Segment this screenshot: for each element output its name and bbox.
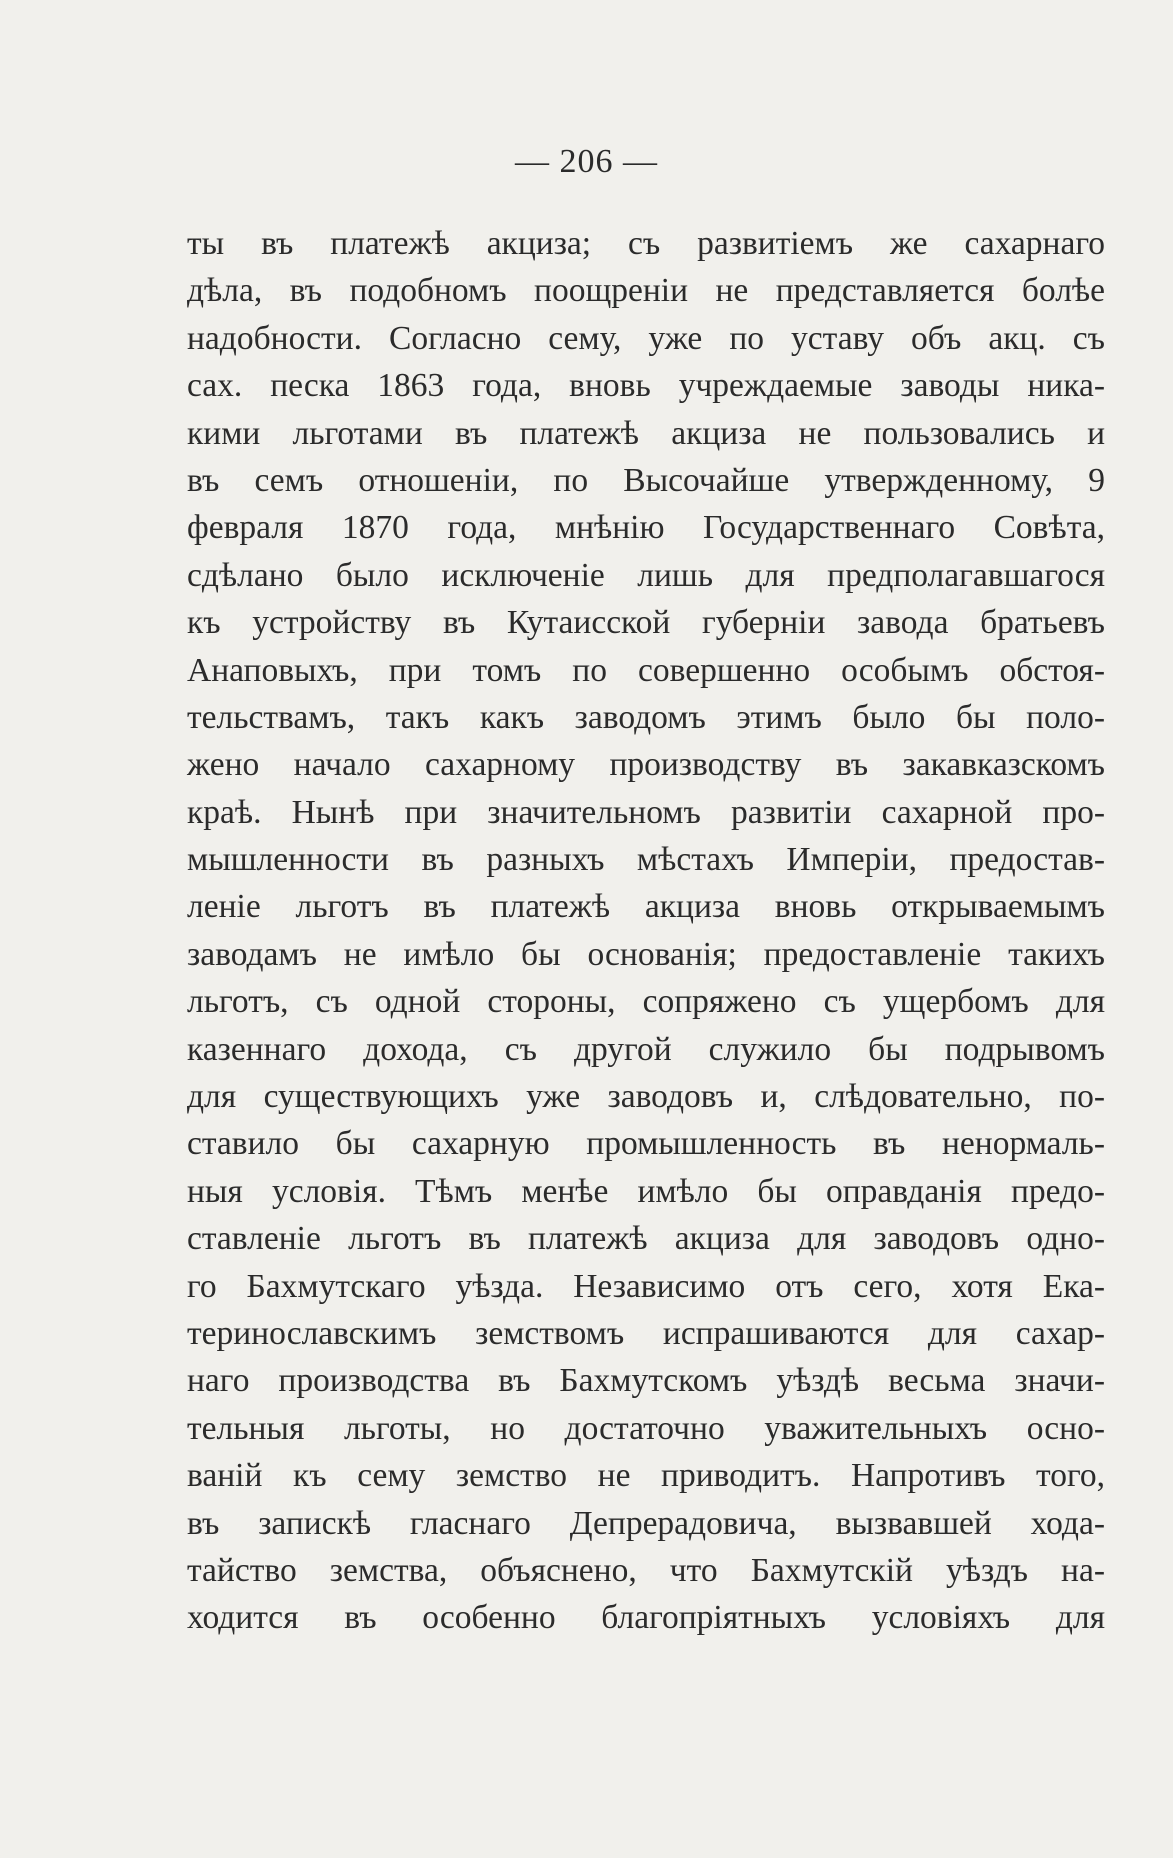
- text-line: казеннаго дохода, съ другой служило бы подрывомъ: [187, 1030, 1105, 1068]
- text-line: краѣ. Нынѣ при значительномъ развитіи сахарной про-: [187, 793, 1105, 831]
- text-line: ходится въ особенно благопріятныхъ условіяхъ для: [187, 1599, 1105, 1637]
- text-line: кими льготами въ платежѣ акциза не пользовались и: [187, 414, 1105, 452]
- page-header: [0, 140, 1173, 184]
- text-line: жено начало сахарному производству въ закавказскомъ: [187, 746, 1105, 784]
- text-line: го Бахмутскаго уѣзда. Независимо отъ сего, хотя Ека-: [187, 1267, 1105, 1305]
- text-line: дѣла, въ подобномъ поощреніи не представляется болѣе: [187, 272, 1105, 310]
- text-line: тайство земства, объяснено, что Бахмутскій уѣздъ на-: [187, 1551, 1105, 1589]
- text-line: для существующихъ уже заводовъ и, слѣдовательно, по-: [187, 1078, 1105, 1116]
- page-number: — 206 —: [515, 143, 658, 180]
- body-text: [187, 220, 1105, 1642]
- text-line: теринославскимъ земствомъ испрашиваются для сахар-: [187, 1314, 1105, 1352]
- text-line: заводамъ не имѣло бы основанія; предоставленіе такихъ: [187, 935, 1105, 973]
- text-line: тельныя льготы, но достаточно уважительныхъ осно-: [187, 1409, 1105, 1447]
- text-line: въ запискѣ гласнаго Депрерадовича, вызвавшей хода-: [187, 1504, 1105, 1542]
- text-line: мышленности въ разныхъ мѣстахъ Имперіи, предостав-: [187, 841, 1105, 879]
- text-line: ваній къ сему земство не приводитъ. Напротивъ того,: [187, 1457, 1105, 1495]
- text-line: сах. песка 1863 года, вновь учреждаемые заводы ника-: [187, 367, 1105, 405]
- text-line: тельствамъ, такъ какъ заводомъ этимъ было бы поло-: [187, 698, 1105, 736]
- text-line: надобности. Согласно сему, уже по уставу объ акц. съ: [187, 319, 1105, 357]
- text-line: февраля 1870 года, мнѣнію Государственнаго Совѣта,: [187, 509, 1105, 547]
- text-line: льготъ, съ одной стороны, сопряжено съ ущербомъ для: [187, 983, 1105, 1021]
- text-line: ты въ платежѣ акциза; съ развитіемъ же сахарнаго: [187, 225, 1105, 262]
- text-line: ныя условія. Тѣмъ менѣе имѣло бы оправданія предо-: [187, 1172, 1105, 1210]
- text-line: въ семъ отношеніи, по Высочайше утвержденному, 9: [187, 461, 1105, 499]
- text-line: наго производства въ Бахмутскомъ уѣздѣ весьма значи-: [187, 1362, 1105, 1400]
- text-line: Анаповыхъ, при томъ по совершенно особымъ обстоя-: [187, 651, 1105, 689]
- text-line: ставило бы сахарную промышленность въ ненормаль-: [187, 1125, 1105, 1163]
- text-line: сдѣлано было исключеніе лишь для предполагавшагося: [187, 556, 1105, 594]
- text-line: леніе льготъ въ платежѣ акциза вновь открываемымъ: [187, 888, 1105, 926]
- text-line: ставленіе льготъ въ платежѣ акциза для заводовъ одно-: [187, 1220, 1105, 1258]
- text-line: къ устройству въ Кутаисской губерніи завода братьевъ: [187, 604, 1105, 642]
